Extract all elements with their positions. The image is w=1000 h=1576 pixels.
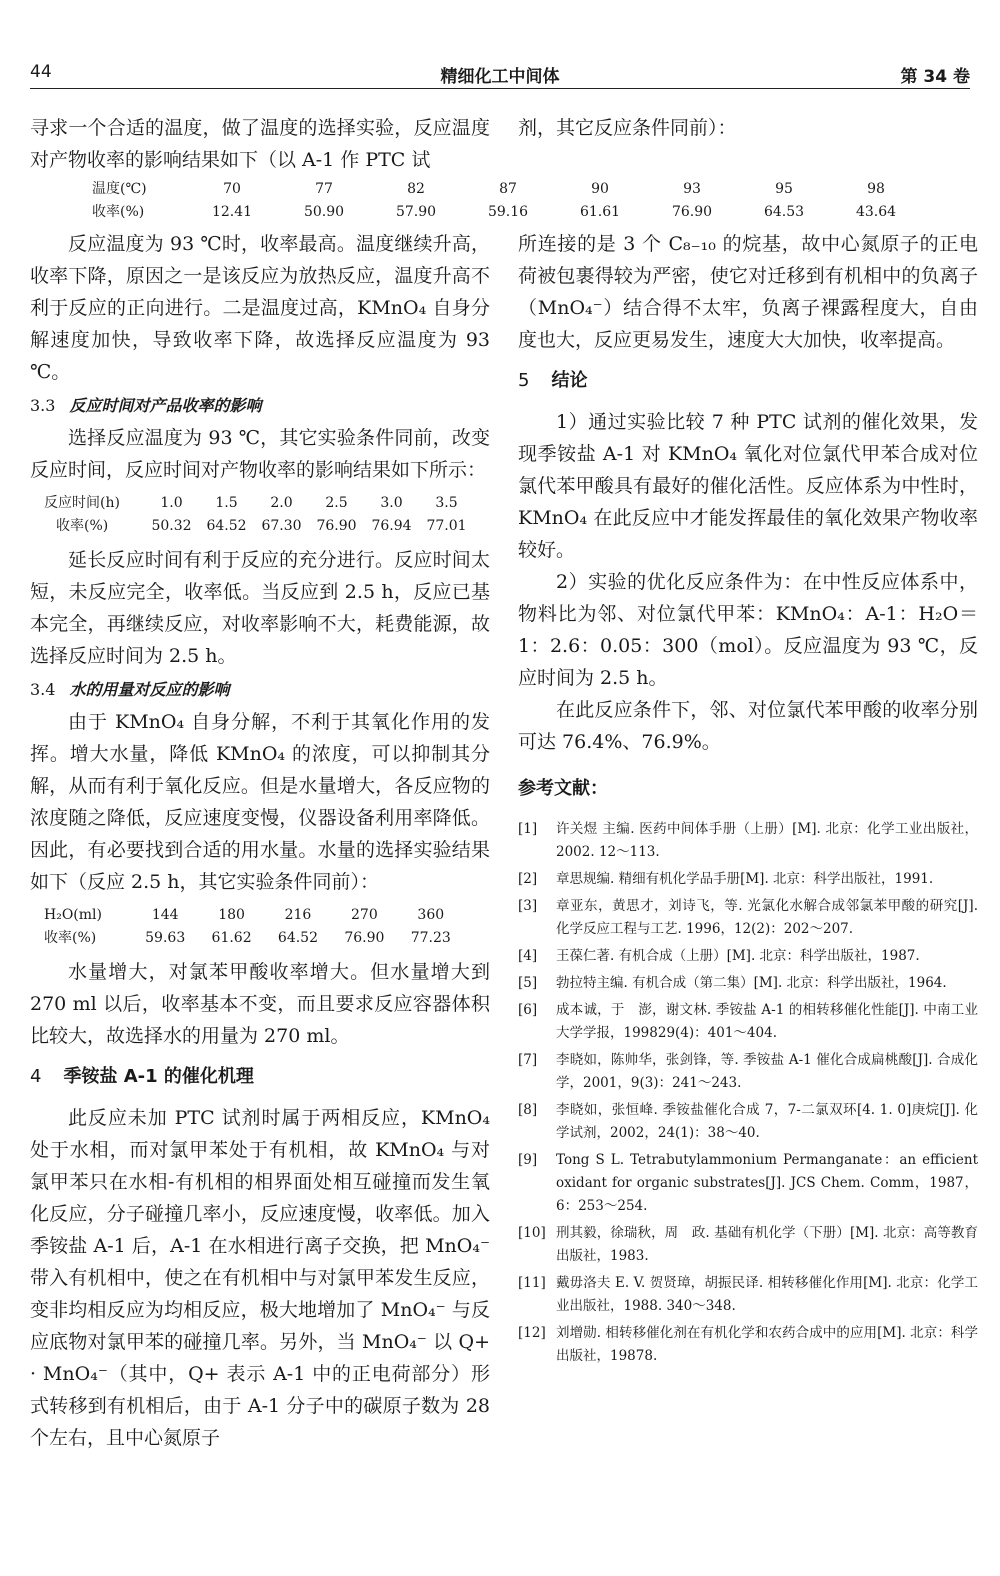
top-left-text — [30, 112, 490, 176]
paragraph: 2）实验的优化反应条件为：在中性反应体系中，物料比为邻、对位氯代甲苯：KMnO₄：A-1：H₂O＝ 1：2.6：0.05：300（mol）。反应温度为 93 ℃，反应时间为 2.5 h。 — [518, 571, 978, 689]
table-row — [44, 492, 474, 515]
temperature-table — [92, 178, 922, 224]
table-cell: 98 — [867, 181, 885, 197]
paragraph: 选择反应温度为 93 ℃，其它实验条件同前，改变反应时间，反应时间对产物收率的影响结果如下所示： — [30, 427, 490, 481]
table-cell: 76.94 — [371, 518, 412, 534]
paragraph: 延长反应时间有利于反应的充分进行。反应时间太短，未反应完全，收率低。当反应到 2.5 h，反应已基本完全，再继续反应，对收率影响不大，耗费能源，故选择反应时间为 2.5 h。 — [30, 549, 490, 667]
reference-text: Tong S L. Tetrabutylammonium Permanganate：an efficient oxidant for organic substrates[J]. JCS Chem. Comm，1987，6：253～254. — [556, 1152, 978, 1214]
reference-text: 李晓如，张恒峰. 季铵盐催化合成 7，7-二氯双环[4. 1. 0]庚烷[J]. 化学试剂，2002，24(1)：38～40. — [556, 1102, 978, 1141]
time-table — [44, 492, 474, 538]
table-cell: 2.5 — [325, 495, 348, 511]
table-cell: 温度(℃) — [92, 181, 147, 197]
reference-item — [518, 1149, 978, 1218]
table-cell: 1.5 — [215, 495, 238, 511]
reference-item — [518, 945, 978, 968]
table-cell: 57.90 — [395, 204, 437, 220]
water-table — [44, 904, 464, 950]
reference-number: [5] — [518, 975, 538, 991]
reference-text: 王葆仁著. 有机合成（上册）[M]. 北京：科学出版社，1987. — [556, 948, 920, 964]
table-cell: 82 — [407, 181, 425, 197]
reference-item — [518, 1272, 978, 1318]
table-cell: 90 — [591, 181, 609, 197]
table-cell: 77 — [315, 181, 333, 197]
paragraph: 寻求一个合适的温度，做了温度的选择实验，反应温度对产物收率的影响结果如下（以 A-1 作 PTC 试 — [30, 117, 490, 171]
table-cell: 50.90 — [303, 204, 345, 220]
right-column — [518, 228, 978, 1372]
table-cell: 360 — [417, 907, 445, 923]
reference-text: 许关煜 主编. 医药中间体手册（上册）[M]. 北京：化学工业出版社，2002. 12～113. — [556, 821, 978, 860]
table-cell: 216 — [284, 907, 312, 923]
table-row — [92, 201, 922, 224]
temperature-table-block — [92, 178, 922, 224]
reference-number: [12] — [518, 1325, 546, 1341]
table-cell: 3.0 — [380, 495, 403, 511]
table-row — [44, 927, 464, 950]
table-cell: H₂O(ml) — [44, 907, 102, 923]
paragraph: 水量增大，对氯苯甲酸收率增大。但水量增大到 270 ml 以后，收率基本不变，而且要求反应容器体积比较大，故选择水的用量为 270 ml。 — [30, 961, 490, 1047]
reference-item — [518, 972, 978, 995]
table-cell: 收率(%) — [44, 930, 97, 946]
reference-item — [518, 818, 978, 864]
section-heading-3-4: 3.4 水的用量对反应的影响 — [30, 680, 230, 699]
reference-number: [3] — [518, 898, 538, 914]
reference-text: 戴毋洛夫 E. V. 贺贤璋，胡振民译. 相转移催化作用[M]. 北京：化学工业出版社，1988. 340～348. — [556, 1275, 978, 1314]
paragraph: 由于 KMnO₄ 自身分解，不利于其氧化作用的发挥。增大水量，降低 KMnO₄ 的浓度，可以抑制其分解，从而有利于氧化反应。但是水量增大，各反应物的浓度随之降低，反应速度变慢，仪器设备利用率降低。因此，有必要找到合适的用水量。水量的选择实验结果如下（反应 2.5 h，其它实验条件同前）： — [30, 711, 490, 893]
table-cell: 59.63 — [145, 930, 186, 946]
reference-number: [6] — [518, 1002, 538, 1018]
table-cell: 77.23 — [410, 930, 451, 946]
paragraph: 所连接的是 3 个 C₈₋₁₀ 的烷基，故中心氮原子的正电荷被包裹得较为严密，使它对迁移到有机相中的负离子（MnO₄⁻）结合得不太牢，负离子裸露程度大，自由度也大，反应更易发生，速度大大加快，收率提高。 — [518, 233, 978, 351]
table-cell: 收率(%) — [56, 518, 109, 534]
table-cell: 144 — [151, 907, 179, 923]
table-cell: 2.0 — [270, 495, 293, 511]
table-cell: 61.62 — [211, 930, 252, 946]
table-cell: 77.01 — [426, 518, 467, 534]
table-cell: 1.0 — [160, 495, 183, 511]
table-cell: 87 — [499, 181, 517, 197]
reference-number: [7] — [518, 1052, 538, 1068]
reference-number: [1] — [518, 821, 538, 837]
table-cell: 12.41 — [211, 204, 253, 220]
table-row — [92, 178, 922, 201]
top-right-text — [518, 112, 978, 144]
reference-text: 章亚东，黄思才，刘诗飞，等. 光氯化水解合成邻氯苯甲酸的研究[J]. 化学反应工程与工艺. 1996，12(2)：202～207. — [556, 898, 978, 937]
reference-item — [518, 895, 978, 941]
table-cell: 180 — [218, 907, 245, 923]
journal-title: 精细化工中间体 — [440, 67, 560, 87]
reference-text: 章思规编. 精细有机化学品手册[M]. 北京：科学出版社，1991. — [556, 871, 934, 887]
page-number: 44 — [30, 62, 52, 82]
paragraph: 剂，其它反应条件同前）： — [518, 117, 737, 139]
section-heading-5: 5 结论 — [518, 370, 588, 391]
reference-number: [8] — [518, 1102, 538, 1118]
table-cell: 76.90 — [671, 204, 713, 220]
table-cell: 64.52 — [277, 930, 319, 946]
reference-text: 勃拉特主编. 有机合成（第二集）[M]. 北京：科学出版社，1964. — [556, 975, 947, 991]
reference-item — [518, 1049, 978, 1095]
reference-number: [11] — [518, 1275, 546, 1291]
table-cell: 43.64 — [855, 204, 897, 220]
table-cell: 收率(%) — [92, 204, 145, 220]
reference-text: 刑其毅，徐瑞秋，周 政. 基础有机化学（下册）[M]. 北京：高等教育出版社，1983. — [556, 1225, 978, 1264]
volume-label: 第 34 卷 — [900, 67, 970, 87]
paragraph: 此反应未加 PTC 试剂时属于两相反应，KMnO₄ 处于水相，而对氯甲苯处于有机相，故 KMnO₄ 与对氯甲苯只在水相-有机相的相界面处相互碰撞而发生氧化反应，分子碰撞几率小，反应速度慢，收率低。加入季铵盐 A-1 后，A-1 在水相进行离子交换，把 MnO₄⁻ 带入有机相中，使之在有机相中与对氯甲苯发生反应，变非均相反应为均相反应，极大地增加了 MnO₄⁻ 与反应底物对氯甲苯的碰撞几率。另外，当 MnO₄⁻ 以 Q+ · MnO₄⁻（其中，Q+ 表示 A-1 中的正电荷部分）形式转移到有机相后，由于 A-1 分子中的碳原子数为 28 个左右，且中心氮原子 — [30, 1107, 490, 1449]
table-cell: 67.30 — [261, 518, 302, 534]
references-title: 参考文献： — [518, 778, 608, 799]
references-list — [518, 818, 978, 1368]
table-cell: 50.32 — [151, 518, 192, 534]
reference-text: 成本诚，于 澎，谢文林. 季铵盐 A-1 的相转移催化性能[J]. 中南工业大学学报，199829(4)：401～404. — [556, 1002, 978, 1041]
table-cell: 61.61 — [579, 204, 621, 220]
reference-item — [518, 1222, 978, 1268]
table-cell: 95 — [775, 181, 793, 197]
reference-number: [9] — [518, 1152, 538, 1168]
table-cell: 反应时间(h) — [44, 495, 120, 511]
table-cell: 76.90 — [316, 518, 357, 534]
table-cell: 59.16 — [487, 204, 529, 220]
page-header — [30, 58, 970, 89]
table-cell: 93 — [683, 181, 701, 197]
section-heading-4: 4 季铵盐 A-1 的催化机理 — [30, 1066, 254, 1087]
reference-item — [518, 1322, 978, 1368]
reference-text: 李晓如，陈帅华，张剑锋，等. 季铵盐 A-1 催化合成扁桃酸[J]. 合成化学，2001，9(3)：241～243. — [556, 1052, 978, 1091]
reference-item — [518, 999, 978, 1045]
table-cell: 76.90 — [344, 930, 385, 946]
paragraph: 1）通过实验比较 7 种 PTC 试剂的催化效果，发现季铵盐 A-1 对 KMnO₄ 氧化对位氯代甲苯合成对位氯代苯甲酸具有最好的催化活性。反应体系为中性时，KMnO₄ 在此反应中才能发挥最佳的氧化效果产物收率较好。 — [518, 411, 978, 561]
table-row — [44, 515, 474, 538]
section-heading-3-3: 3.3 反应时间对产品收率的影响 — [30, 396, 262, 415]
table-cell: 64.52 — [206, 518, 247, 534]
reference-item — [518, 1099, 978, 1145]
paragraph: 在此反应条件下，邻、对位氯代苯甲酸的收率分别可达 76.4%、76.9%。 — [518, 699, 978, 753]
paragraph: 反应温度为 93 ℃时，收率最高。温度继续升高，收率下降，原因之一是该反应为放热反应，温度升高不利于反应的正向进行。二是温度过高，KMnO₄ 自身分解速度加快，导致收率下降，故选择反应温度为 93 ℃。 — [30, 233, 490, 383]
table-cell: 64.53 — [763, 204, 805, 220]
reference-item — [518, 868, 978, 891]
reference-number: [4] — [518, 948, 538, 964]
reference-text: 刘增勋. 相转移催化剂在有机化学和农药合成中的应用[M]. 北京：科学出版社，19878. — [556, 1325, 978, 1364]
left-column — [30, 228, 490, 1454]
table-cell: 70 — [223, 181, 241, 197]
table-cell: 270 — [351, 907, 378, 923]
table-cell: 3.5 — [435, 495, 458, 511]
reference-number: [2] — [518, 871, 538, 887]
reference-number: [10] — [518, 1225, 546, 1241]
table-row — [44, 904, 464, 927]
